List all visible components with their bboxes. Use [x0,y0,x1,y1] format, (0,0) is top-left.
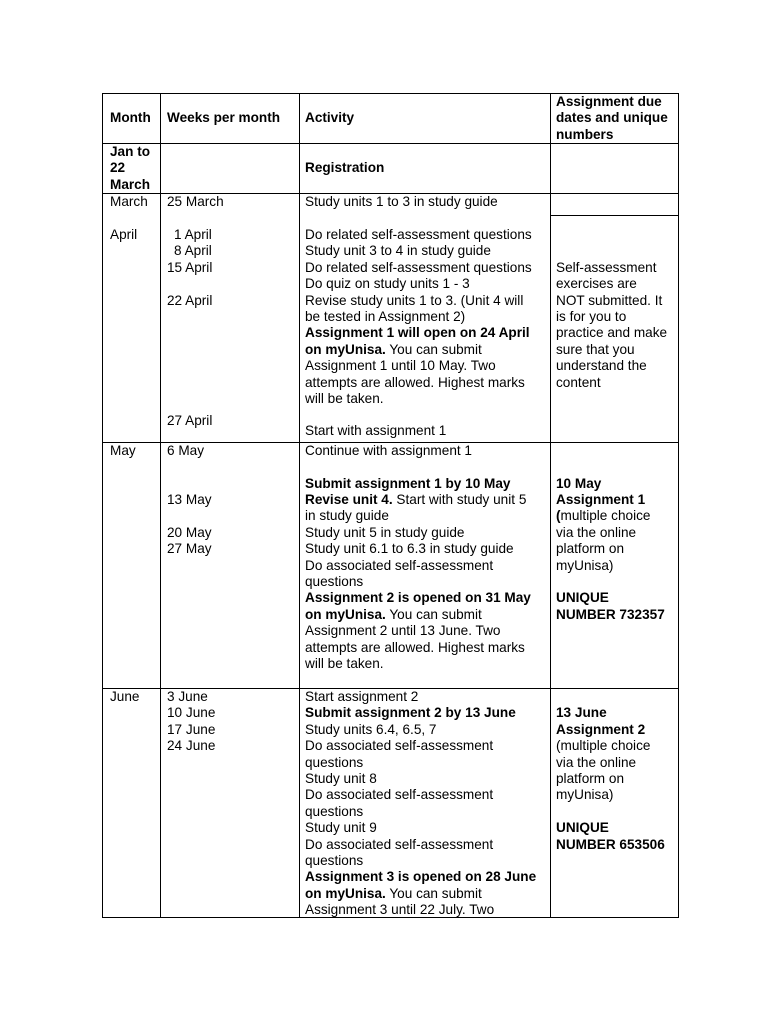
may-activity-line [305,492,526,508]
may-month: May [110,443,136,458]
april-week: 8 April [174,243,212,259]
june-due-line: 13 June [556,705,607,721]
may-due-line: via the online [556,524,637,540]
june-activity-bold: on myUnisa. [305,885,386,901]
may-activity-line: questions [305,574,364,589]
june-due-line: NUMBER 653506 [556,836,665,852]
may-week: 13 May [167,492,212,507]
may-activity-line: Submit assignment 1 by 10 May [305,475,511,491]
april-due-line: exercises are [556,276,637,292]
header-weeks: Weeks per month [167,110,281,125]
may-activity-rest: You can submit [385,606,482,622]
april-activity-line: Do related self-assessment questions [305,259,532,275]
april-week: 22 April [167,292,213,308]
header-due-line: dates and unique [556,110,668,126]
june-activity-line: Study unit 9 [305,820,377,836]
april-due-line: is for you to [556,309,627,324]
may-activity-line: Do associated self-assessment [305,557,494,573]
may-activity-bold: on myUnisa. [305,606,386,622]
june-activity-line: questions [305,754,364,770]
may-due-line: 10 May [556,475,602,491]
reg-month-line: 22 [110,160,126,176]
april-due-line: Self-assessment [556,259,657,275]
june-activity-line: Do associated self-assessment [305,836,494,852]
april-due-line: sure that you [556,341,635,357]
may-week: 6 May [167,443,205,458]
june-due-line: via the online [556,754,637,770]
april-activity-line: Do quiz on study units 1 - 3 [305,276,470,292]
row-divider [550,215,678,216]
may-activity-line: Assignment 2 is opened on 31 May [305,590,531,606]
april-activity-line: will be taken. [305,391,384,406]
may-activity-line: in study guide [305,508,389,524]
june-week: 24 June [167,738,216,754]
may-due-line: NUMBER 732357 [556,606,665,622]
april-week: 15 April [167,259,213,275]
march-week: 25 March [167,194,224,209]
june-due-line: platform on [556,771,625,786]
april-due-line: NOT submitted. It [556,292,663,308]
may-activity-line [305,607,482,623]
may-week: 27 May [167,541,212,557]
header-month: Month [110,110,151,125]
may-activity-line: Assignment 2 until 13 June. Two [305,623,501,639]
june-due-line: UNIQUE [556,820,609,836]
april-activity-line: Do related self-assessment questions [305,227,532,242]
schedule-table [102,93,679,918]
march-month: March [110,194,148,209]
april-activity-rest: You can submit [385,341,482,357]
june-activity-line: Do associated self-assessment [305,738,494,754]
header-due-line: numbers [556,126,614,142]
june-activity-line: questions [305,803,364,819]
april-due-line: understand the [556,358,647,374]
march-activity: Study units 1 to 3 in study guide [305,194,498,209]
june-due-line: myUnisa) [556,787,614,803]
may-due-bold: ( [556,508,561,524]
may-activity-line: Study unit 5 in study guide [305,524,465,540]
june-activity-line: Assignment 3 is opened on 28 June [305,869,537,885]
june-month: June [110,689,140,704]
april-week: 27 April [167,413,213,428]
may-due-line [556,508,650,524]
april-activity-line: be tested in Assignment 2) [305,309,466,324]
column-divider [299,94,300,917]
may-activity-line: attempts are allowed. Highest marks [305,639,525,655]
june-activity-rest: You can submit [385,885,482,901]
reg-month-line: March [110,176,151,192]
april-activity-line [305,342,482,358]
column-divider [160,94,161,917]
reg-activity: Registration [305,160,385,175]
may-week: 20 May [167,524,212,540]
reg-month-line: Jan to [110,144,151,159]
may-due-line: UNIQUE [556,590,609,606]
april-activity-line: Assignment 1 until 10 May. Two [305,358,496,374]
june-activity-line [305,886,482,902]
june-week: 10 June [167,705,216,721]
april-activity-bold: on myUnisa. [305,341,386,357]
column-divider [550,94,551,917]
june-week: 3 June [167,689,208,704]
june-week: 17 June [167,721,216,737]
june-activity-line: Submit assignment 2 by 13 June [305,705,516,721]
june-activity-line: Do associated self-assessment [305,787,494,803]
may-due-line: myUnisa) [556,557,614,573]
april-activity-line: Assignment 1 will open on 24 April [305,325,530,341]
may-activity-bold: Revise unit 4. [305,492,393,507]
may-activity-line: Study unit 6.1 to 6.3 in study guide [305,541,514,557]
april-activity-line: Study unit 3 to 4 in study guide [305,243,491,259]
may-activity-line: will be taken. [305,656,384,671]
header-activity: Activity [305,110,355,125]
april-month: April [110,227,138,242]
may-due-line: Assignment 1 [556,492,646,507]
april-activity-line: Start with assignment 1 [305,423,447,438]
may-activity-line: Continue with assignment 1 [305,443,472,458]
header-due-line: Assignment due [556,94,662,109]
june-activity-line: questions [305,853,364,868]
june-due-line: Assignment 2 [556,721,646,737]
april-due-line: practice and make [556,325,668,341]
june-due-line: (multiple choice [556,738,651,754]
may-due-line: platform on [556,541,625,557]
june-activity-line: Start assignment 2 [305,689,419,704]
june-activity-line: Study units 6.4, 6.5, 7 [305,721,437,737]
april-week: 1 April [174,227,212,242]
may-due-rest: multiple choice [560,508,651,524]
may-activity-rest: Start with study unit 5 [392,492,527,507]
june-activity-line: Assignment 3 until 22 July. Two [305,902,495,918]
june-activity-line: Study unit 8 [305,771,377,786]
april-due-line: content [556,374,601,390]
april-activity-line: Revise study units 1 to 3. (Unit 4 will [305,292,524,308]
april-activity-line: attempts are allowed. Highest marks [305,374,525,390]
